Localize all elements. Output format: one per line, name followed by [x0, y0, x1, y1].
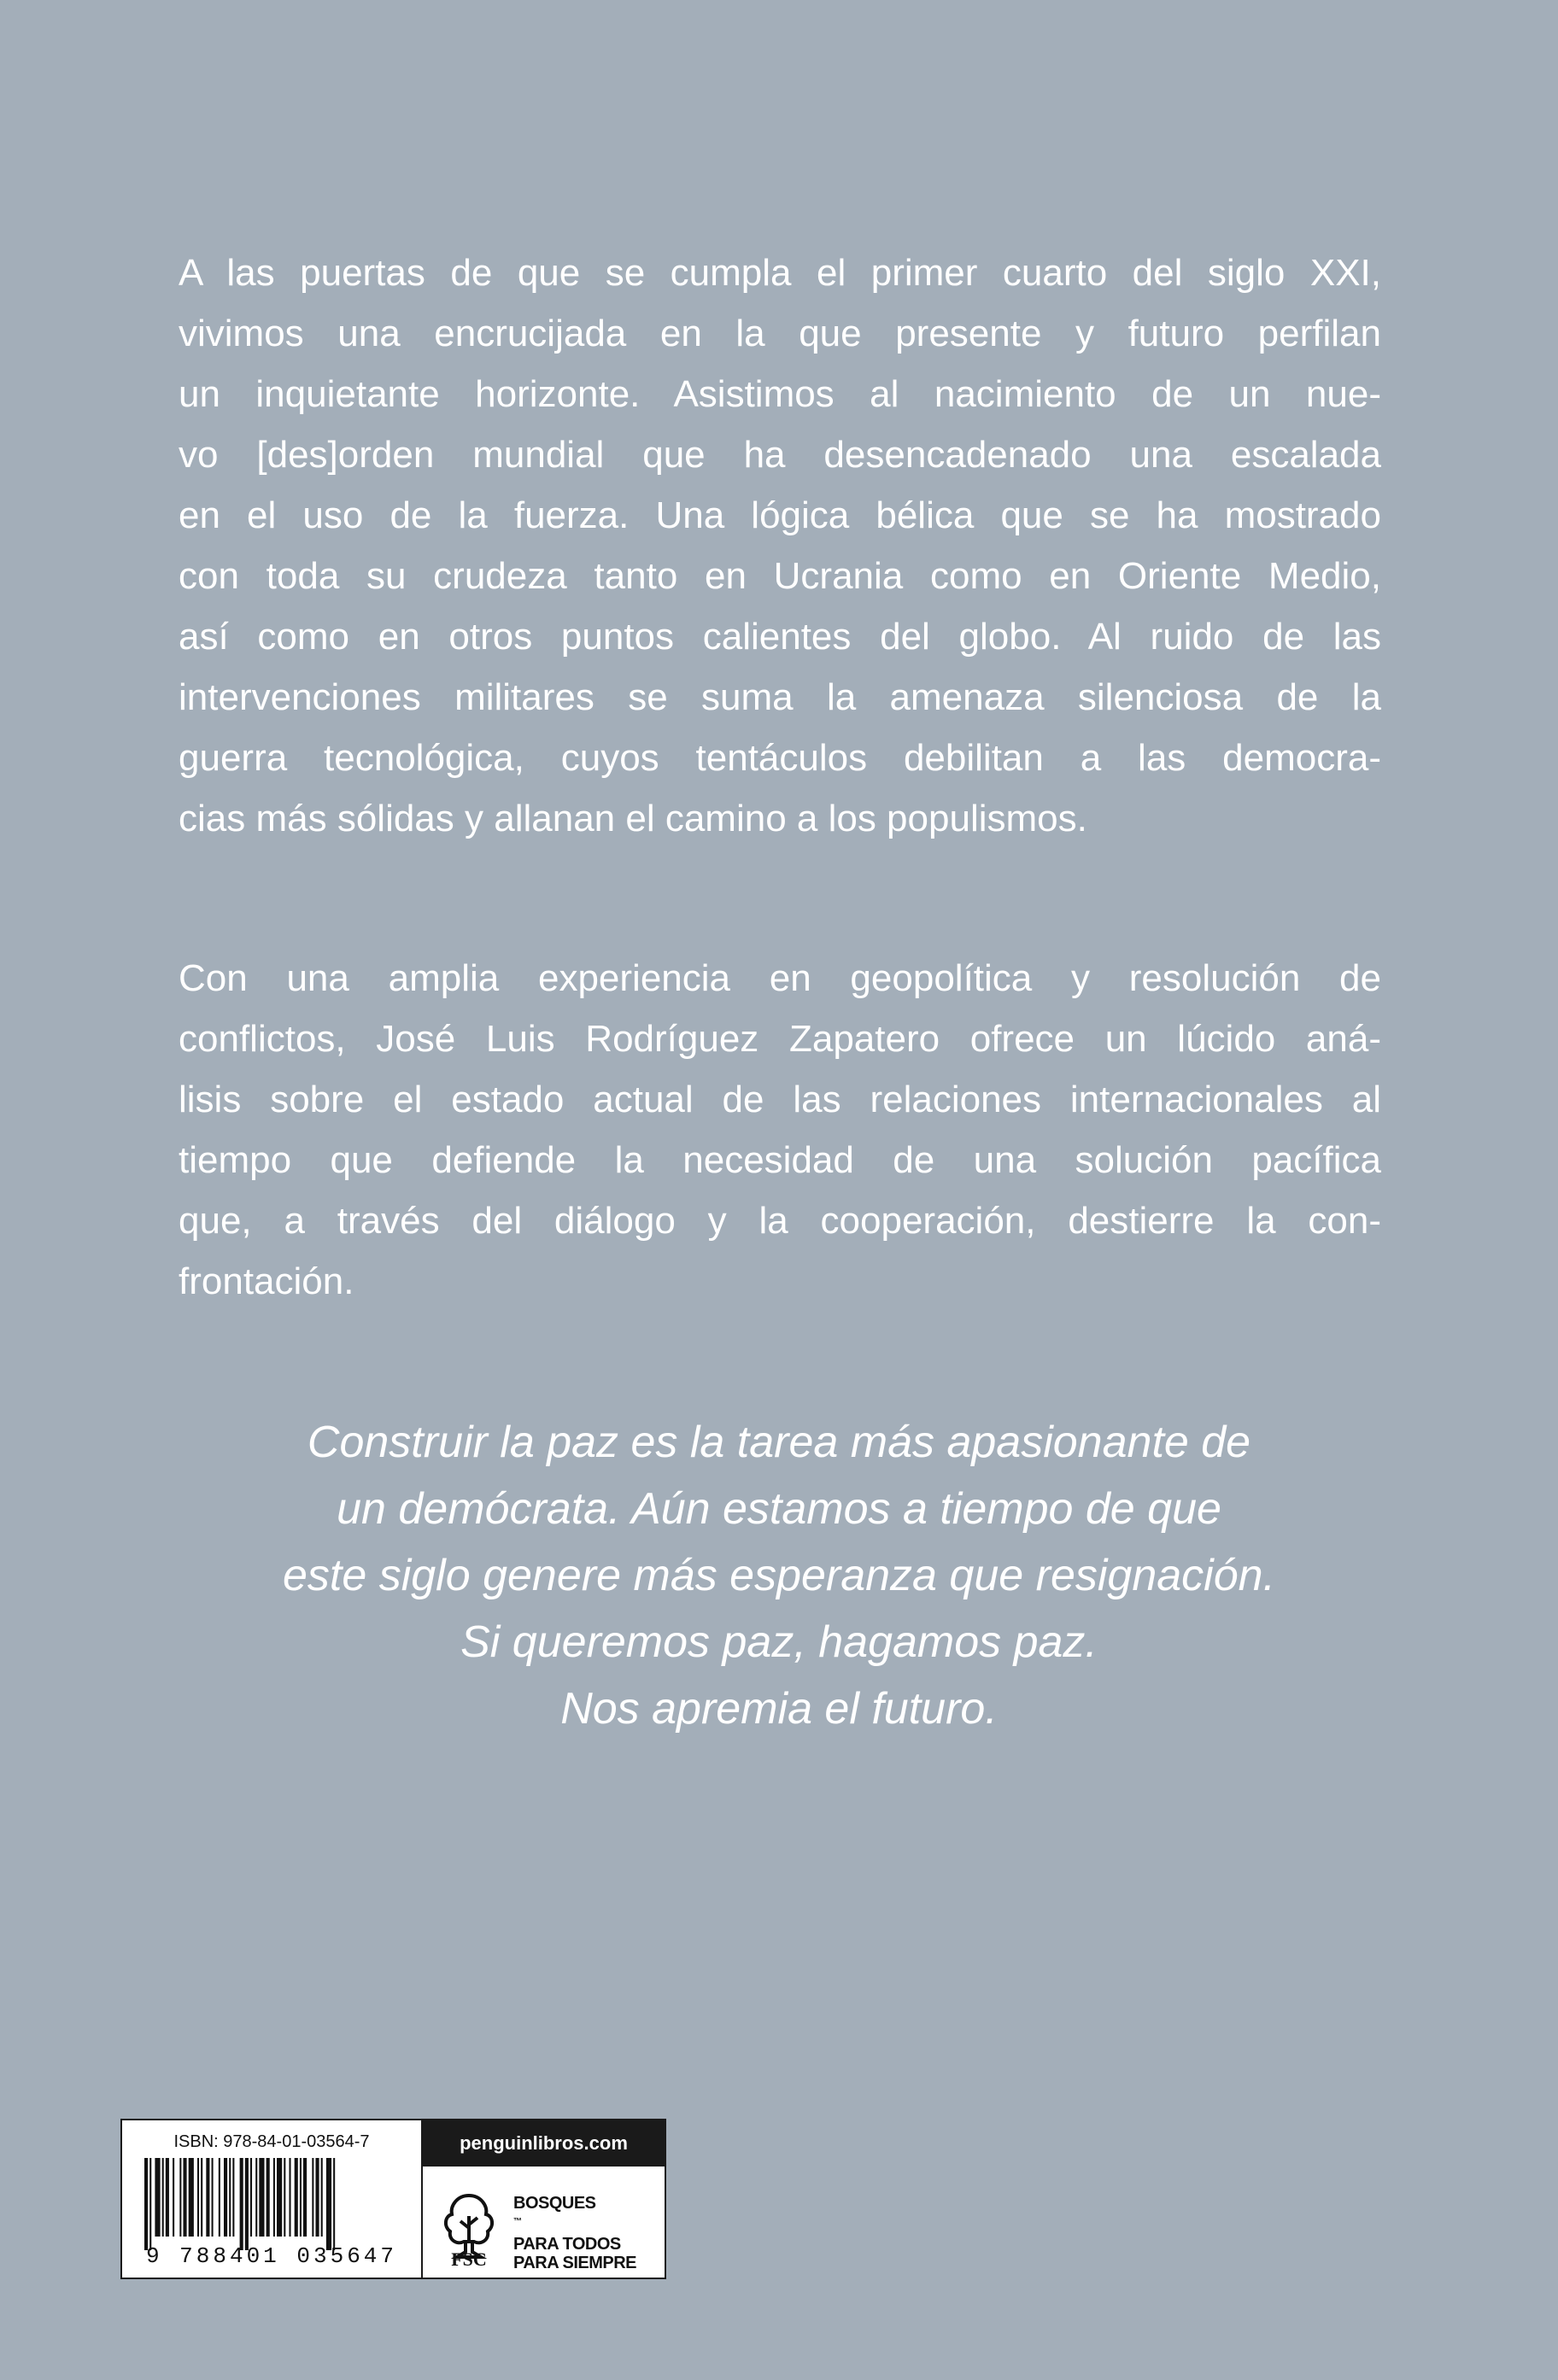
publisher-box: [423, 2119, 666, 2279]
barcode-bar: [173, 2158, 174, 2237]
slogan-line: [513, 2194, 659, 2235]
barcode-bar: [266, 2158, 270, 2237]
barcode-bar: [162, 2158, 164, 2237]
barcode-bar: [300, 2158, 302, 2237]
barcode-bar: [149, 2158, 151, 2250]
barcode-bar: [250, 2158, 252, 2237]
barcode-bar: [201, 2158, 202, 2237]
forest-slogan: [513, 2194, 659, 2272]
blurb-paragraph-1: [179, 243, 1381, 849]
barcode-bar: [273, 2158, 275, 2237]
blurb-line: lisis sobre el estado actual de las relaciones internacionales al: [179, 1079, 1381, 1120]
blurb-line: guerra tecnológica, cuyos tentáculos debilitan a las democra-: [179, 737, 1381, 779]
barcode-bar: [315, 2158, 319, 2237]
barcode-bar: [245, 2158, 249, 2250]
barcode-bar: [212, 2158, 214, 2237]
barcode-bar: [326, 2158, 331, 2250]
barcode-bar: [179, 2158, 181, 2237]
barcode-bar: [303, 2158, 307, 2237]
quote-line: un demócrata. Aún estamos a tiempo de que: [337, 1484, 1221, 1534]
publisher-url: penguinlibros.com: [423, 2120, 665, 2167]
barcode-bar: [312, 2158, 313, 2237]
blurb-line: un inquietante horizonte. Asistimos al nacimiento de un nue-: [179, 373, 1381, 415]
barcode-bar: [166, 2158, 169, 2237]
barcode-bar: [224, 2158, 227, 2237]
barcode-bar: [183, 2158, 186, 2237]
barcode-bar: [333, 2158, 335, 2250]
blurb-line: vo [des]orden mundial que ha desencadenado una escalada: [179, 434, 1381, 476]
barcode-bar: [284, 2158, 285, 2237]
fsc-label: FSC: [451, 2248, 487, 2270]
quote-line: Si queremos paz, hagamos paz.: [460, 1617, 1098, 1667]
barcode-bar: [144, 2158, 148, 2250]
blurb-line: vivimos una encrucijada en la que presente y futuro perfilan: [179, 313, 1381, 354]
isbn-barcode: [120, 2119, 423, 2279]
blurb-paragraph-2: [179, 948, 1381, 1312]
barcode-bar: [321, 2158, 323, 2237]
isbn-label: ISBN: 978-84-01-03564-7: [173, 2132, 370, 2151]
quote-line: este siglo genere más esperanza que resignación.: [282, 1551, 1276, 1600]
blurb-line: cias más sólidas y allanan el camino a los populismos.: [179, 798, 1087, 839]
blurb-line: así como en otros puntos calientes del globo. Al ruido de las: [179, 616, 1381, 658]
blurb-line: que, a través del diálogo y la cooperación, destierre la con-: [179, 1200, 1381, 1242]
barcode-bar: [197, 2158, 199, 2237]
blurb-line: con toda su crudeza tanto en Ucrania como en Oriente Medio,: [179, 555, 1381, 597]
barcode-bar: [255, 2158, 257, 2237]
blurb-line: A las puertas de que se cumpla el primer cuarto del siglo XXI,: [179, 252, 1381, 294]
author-quote: [137, 1409, 1421, 1742]
blurb-line: intervenciones militares se suma la amenaza silenciosa de la: [179, 676, 1381, 718]
barcode-bar: [277, 2158, 282, 2237]
barcode-bar: [229, 2158, 231, 2237]
quote-line: Nos apremia el futuro.: [560, 1684, 998, 1734]
barcode-bar: [240, 2158, 243, 2250]
barcode-bars: [144, 2158, 409, 2250]
barcode-digits: 9 788401 035647: [145, 2243, 398, 2269]
blurb-line: Con una amplia experiencia en geopolítica y resolución de: [179, 957, 1381, 999]
slogan-line: PARA TODOS: [513, 2234, 621, 2254]
quote-line: Construir la paz es la tarea más apasionante de: [307, 1418, 1251, 1467]
barcode-bar: [295, 2158, 298, 2237]
barcode-bar: [259, 2158, 264, 2237]
slogan-line: PARA SIEMPRE: [513, 2253, 637, 2272]
blurb-line: tiempo que defiende la necesidad de una solución pacífica: [179, 1139, 1381, 1181]
trademark-symbol: ™: [513, 2217, 522, 2226]
barcode-bar: [206, 2158, 209, 2237]
barcode-bar: [189, 2158, 194, 2237]
blurb-line: en el uso de la fuerza. Una lógica bélica que se ha mostrado: [179, 494, 1381, 536]
blurb-line: frontación.: [179, 1260, 354, 1302]
barcode-bar: [155, 2158, 160, 2237]
blurb-line: conflictos, José Luis Rodríguez Zapatero ofrece un lúcido aná-: [179, 1018, 1381, 1060]
barcode-bar: [232, 2158, 234, 2237]
barcode-bar: [219, 2158, 220, 2237]
barcode-bar: [289, 2158, 290, 2237]
slogan-word: BOSQUES: [513, 2194, 596, 2213]
